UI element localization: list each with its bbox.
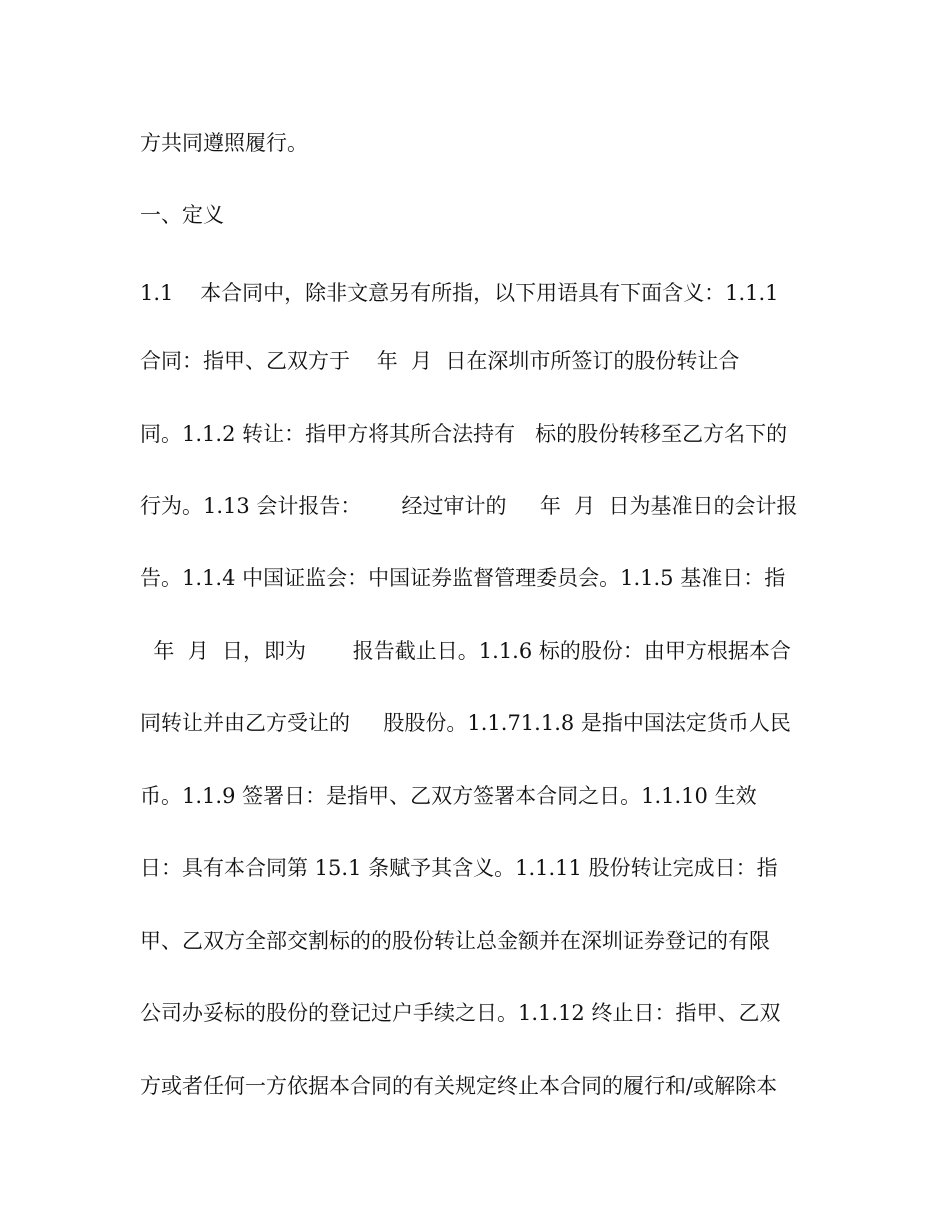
- text-line: 1.1 本合同中，除非文意另有所指，以下用语具有下面含义：1.1.1: [140, 281, 779, 305]
- text-line: 行为。1.13 会计报告： 经过审计的 年 月 日为基准日的会计报: [140, 494, 798, 518]
- text-line: 方共同遵照履行。: [140, 131, 308, 155]
- text-line: 甲、乙双方全部交割标的的股份转让总金额并在深圳证券登记的有限: [140, 929, 770, 953]
- text-line: 告。1.1.4 中国证监会：中国证券监督管理委员会。1.1.5 基准日：指: [140, 566, 786, 590]
- text-line: 币。1.1.9 签署日：是指甲、乙双方签署本合同之日。1.1.10 生效: [140, 784, 757, 808]
- text-line: 方或者任何一方依据本合同的有关规定终止本合同的履行和/或解除本: [140, 1074, 778, 1098]
- text-line: 同。1.1.2 转让：指甲方将其所合法持有 标的股份转移至乙方名下的: [140, 422, 788, 446]
- text-line: 日：具有本合同第 15.1 条赋予其含义。1.1.11 股份转让完成日：指: [140, 856, 778, 880]
- section-heading: 一、定义: [140, 203, 224, 227]
- text-line: 年 月 日，即为 报告截止日。1.1.6 标的股份：由甲方根据本合: [140, 639, 791, 663]
- text-line: 公司办妥标的股份的登记过户手续之日。1.1.12 终止日：指甲、乙双: [140, 1001, 781, 1025]
- text-line: 合同：指甲、乙双方于 年 月 日在深圳市所签订的股份转让合: [140, 349, 740, 373]
- text-line: 同转让并由乙方受让的 股股份。1.1.71.1.8 是指中国法定货币人民: [140, 711, 791, 735]
